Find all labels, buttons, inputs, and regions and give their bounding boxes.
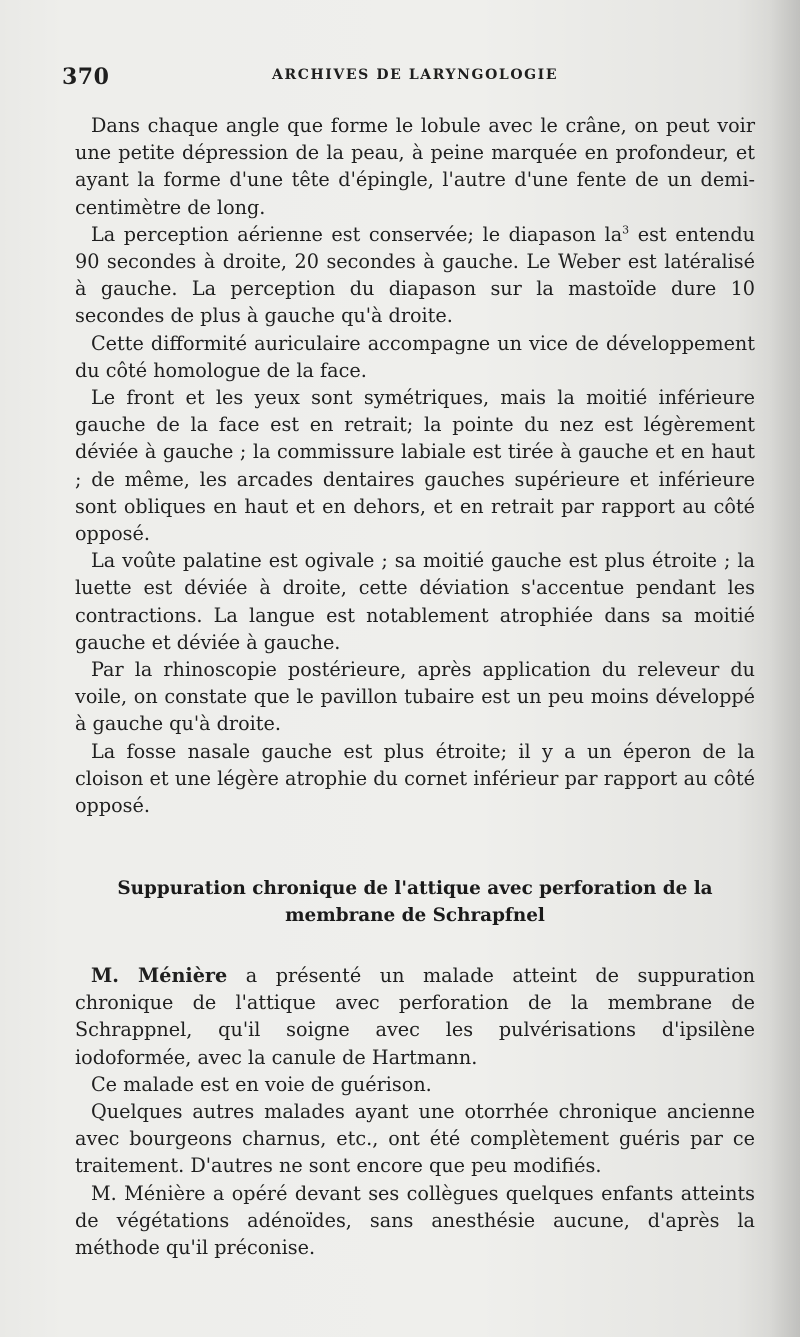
page-header <box>62 60 752 94</box>
meniere-intro-text: a présenté un malade atteint de suppuration chronique de l'attique avec perforation de la membrane de Schrappnel, qu'il soigne avec les pulvérisations d'ipsilène iodoformée, avec la canule de Hartmann. <box>75 964 755 1069</box>
section-heading-line-2: membrane de Schrapfnel <box>285 905 545 926</box>
paragraph-guerison: Ce malade est en voie de guérison. <box>91 1072 432 1096</box>
case-description <box>75 112 755 819</box>
section-heading <box>75 875 755 929</box>
page-edge-shadow <box>770 0 800 1337</box>
paragraph-otorrhee: Quelques autres malades ayant une otorrhée chronique ancienne avec bourgeons charnus, etc., ont été complètement guéris par ce traitement. D'autres ne sont encore que peu modifiés. <box>75 1100 755 1178</box>
running-head: ARCHIVES DE LARYNGOLOGIE <box>272 67 559 83</box>
case-report-meniere <box>75 962 755 1261</box>
perception-text-1: La perception aérienne est conservée; le diapason la <box>91 222 623 246</box>
paragraph-fosse-nasale: La fosse nasale gauche est plus étroite; il y a un éperon de la cloison et une légère atrophie du cornet inférieur par rapport au côté opposé. <box>75 739 755 818</box>
speaker-name: M. Ménière <box>91 964 228 987</box>
perception-text-2: est entendu 90 secondes à droite, 20 secondes à gauche. Le Weber est latéralisé à gauche. La perception du diapason sur la mastoïde dure 10 secondes de plus à gauche qu'à droite. <box>75 222 756 328</box>
paragraph-perception <box>75 221 755 330</box>
paragraph-rhinoscopie: Par la rhinoscopie postérieure, après application du releveur du voile, on constate que le pavillon tubaire est un peu moins développé à gauche qu'à droite. <box>75 658 755 736</box>
paragraph-front-yeux: Le front et les yeux sont symétriques, mais la moitié inférieure gauche de la face est en retrait; la pointe du nez est légèrement déviée à gauche ; la commissure labiale est tirée à gauche et en haut ; de même, les arcades dentaires gauches supérieure et inférieure sont obliques en haut et en dehors, et en retrait par rapport au côté opposé. <box>75 386 755 546</box>
paragraph-difformite: Cette difformité auriculaire accompagne un vice de développement du côté homologue de la face. <box>75 331 755 382</box>
paragraph-voute-palatine: La voûte palatine est ogivale ; sa moitié gauche est plus étroite ; la luette est déviée à droite, cette déviation s'accentue pendant les contractions. La langue est notablement atrophiée dans sa moitié gauche et déviée à gauche. <box>75 549 755 654</box>
paragraph-lobule: Dans chaque angle que forme le lobule avec le crâne, on peut voir une petite dépression de la peau, à peine marquée en profondeur, et ayant la forme d'une tête d'épingle, l'autre d'une fente de un demi-centimètre de long. <box>75 114 755 219</box>
page-number: 370 <box>62 64 110 90</box>
superscript-three: 3 <box>622 223 630 237</box>
paragraph-vegetations: M. Ménière a opéré devant ses collègues quelques enfants atteints de végétations adénoïdes, sans anesthésie aucune, d'après la méthode qu'il préconise. <box>75 1181 755 1260</box>
section-heading-line-1: Suppuration chronique de l'attique avec perforation de la <box>117 878 713 899</box>
paragraph-meniere-intro <box>75 962 755 1071</box>
